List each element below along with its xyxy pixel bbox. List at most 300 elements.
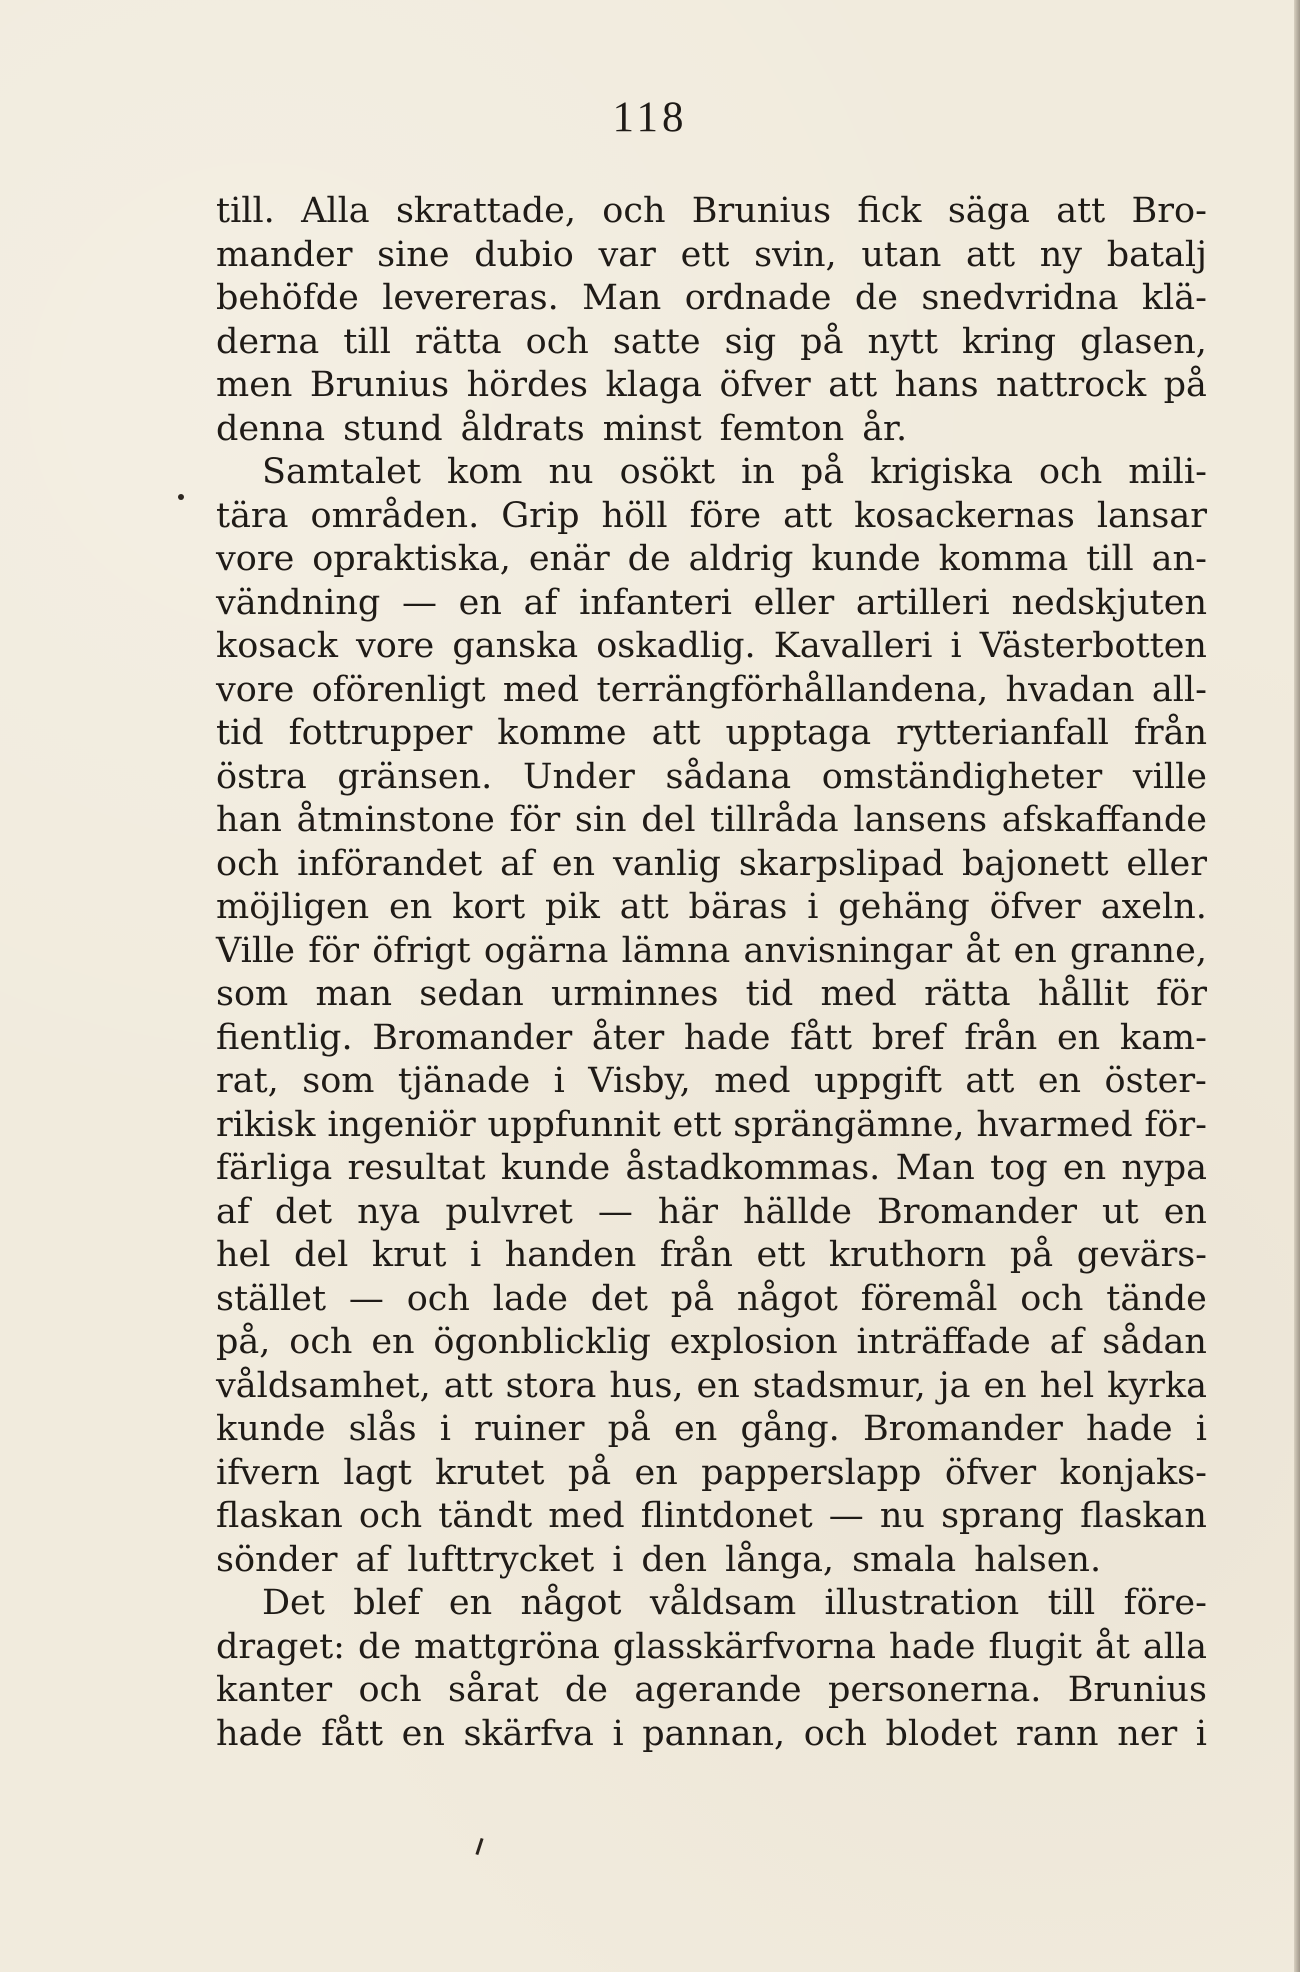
text-word: lämna: [621, 930, 731, 971]
text-word: öfver: [944, 1452, 1037, 1493]
text-word: var: [598, 234, 656, 275]
text-word: af: [1049, 1322, 1084, 1362]
text-word: personerna.: [827, 1670, 1042, 1710]
text-line: [216, 1582, 1207, 1626]
text-word: för-: [1144, 1104, 1207, 1145]
text-word: här: [657, 1191, 718, 1232]
text-word: från: [1133, 713, 1207, 753]
text-word: opraktiska,: [312, 539, 511, 579]
text-word: öfrigt: [372, 930, 471, 971]
text-line: [216, 1713, 1207, 1757]
text-word: en: [389, 887, 433, 927]
text-word: en: [983, 1365, 1027, 1406]
text-word: vanlig: [612, 843, 721, 884]
text-word: anvisningar: [743, 930, 953, 971]
text-word: af: [500, 843, 534, 884]
text-word: konjaks-: [1059, 1452, 1207, 1493]
text-word: men: [216, 365, 293, 405]
text-word: eller: [753, 582, 835, 623]
text-word: i: [807, 887, 819, 927]
text-word: en: [448, 1583, 493, 1623]
text-word: öfver: [989, 887, 1081, 927]
text-word: Västerbotten: [979, 626, 1207, 666]
text-word: ny: [1039, 234, 1083, 275]
text-word: till: [1047, 1583, 1096, 1623]
text-word: skarpslipad: [738, 843, 945, 884]
text-word: ruiner: [474, 1409, 585, 1449]
text-word: mili-: [1128, 452, 1207, 492]
text-word: explosion: [669, 1322, 838, 1362]
text-word: mander: [216, 234, 353, 275]
text-word: och: [216, 843, 280, 884]
text-word: ett: [756, 1235, 806, 1275]
text-word: gränsen.: [337, 756, 493, 797]
text-word: på: [800, 321, 844, 362]
text-word: fick: [857, 191, 922, 231]
text-word: höll: [601, 495, 668, 536]
text-word: krutet: [435, 1452, 545, 1493]
ink-speck: [178, 494, 184, 500]
text-word: en: [634, 1452, 678, 1493]
text-word: skrattade,: [395, 191, 576, 231]
text-word: att: [619, 887, 669, 927]
text-word: sprängämne,: [733, 1104, 965, 1145]
text-word: i: [950, 626, 962, 666]
text-word: kort: [452, 887, 526, 927]
text-word: och: [602, 191, 666, 231]
text-word: rann: [1015, 1713, 1099, 1754]
text-word: långa,: [725, 1539, 835, 1580]
text-word: omständigheter: [821, 756, 1103, 797]
text-word: en: [1013, 930, 1057, 971]
text-word: Det: [262, 1583, 325, 1623]
text-word: hel: [216, 1235, 271, 1275]
text-word: sådan: [1102, 1322, 1207, 1362]
text-line: [216, 1365, 1207, 1409]
text-word: lade: [492, 1278, 568, 1319]
text-word: de: [627, 539, 671, 579]
text-line: [216, 277, 1207, 321]
text-word: i: [612, 1539, 624, 1580]
text-word: åter: [591, 1017, 665, 1058]
text-word: blodet: [885, 1713, 998, 1754]
text-line: [216, 1278, 1207, 1322]
text-line: [216, 1147, 1207, 1191]
text-word: införandet: [297, 843, 483, 884]
text-word: nattrock: [996, 365, 1147, 405]
text-word: en: [401, 1713, 445, 1754]
text-line: [216, 930, 1207, 974]
text-word: i: [553, 1061, 565, 1101]
text-word: klä-: [1141, 278, 1207, 318]
text-word: terrängförhållandena,: [596, 669, 989, 710]
text-word: före-: [1123, 1583, 1207, 1623]
text-word: krut: [371, 1235, 447, 1275]
text-word: den: [641, 1539, 708, 1580]
text-line: [216, 1060, 1207, 1104]
text-word: kosack: [216, 626, 338, 666]
text-word: på: [1009, 1235, 1054, 1275]
text-word: Ville: [216, 930, 295, 971]
text-word: rytterianfall: [896, 713, 1109, 753]
text-word: sin: [574, 800, 627, 840]
text-word: år.: [862, 408, 908, 449]
text-word: slås: [348, 1409, 417, 1449]
text-word: före: [689, 495, 762, 536]
text-word: åstadkommas.: [625, 1148, 881, 1188]
text-word: vändning: [216, 582, 381, 623]
text-line: [216, 669, 1207, 713]
text-word: handen: [504, 1235, 637, 1275]
text-word: sine: [377, 234, 450, 275]
text-word: tid: [745, 974, 794, 1014]
text-word: kyrka: [1107, 1365, 1207, 1406]
text-word: sig: [724, 321, 777, 362]
text-word: vore: [355, 626, 435, 666]
text-word: från: [659, 1235, 733, 1275]
text-word: en: [1062, 1148, 1107, 1188]
text-word: hvarmed: [976, 1104, 1133, 1145]
text-word: Man: [895, 1148, 975, 1188]
text-word: en: [696, 1365, 740, 1406]
text-word: minst: [602, 408, 702, 449]
text-line: [216, 190, 1207, 234]
text-word: skärfva: [463, 1713, 594, 1754]
text-word: dubio: [474, 234, 574, 275]
text-word: och: [358, 1670, 422, 1710]
text-word: Brunius: [309, 365, 450, 405]
text-word: åldrats: [460, 408, 585, 449]
text-word: hade: [1086, 1409, 1173, 1449]
text-word: kosackernas: [854, 495, 1075, 536]
text-word: lufttrycket: [407, 1539, 595, 1580]
text-word: Alla: [301, 191, 370, 231]
text-word: komme: [497, 713, 627, 753]
text-word: in: [741, 452, 775, 492]
text-word: flintdonet: [640, 1496, 813, 1536]
text-word: han: [216, 800, 282, 840]
text-word: i: [469, 1235, 482, 1275]
text-word: fottrupper: [288, 713, 473, 753]
text-word: det: [274, 1191, 333, 1232]
text-word: att: [965, 1061, 1015, 1101]
text-word: uppgift: [813, 1061, 942, 1101]
text-word: kring: [961, 321, 1057, 362]
text-word: öster-: [1104, 1061, 1207, 1101]
text-word: i: [1195, 1409, 1207, 1449]
text-word: som: [302, 1061, 375, 1101]
text-word: enär: [528, 539, 610, 579]
text-line: [216, 1321, 1207, 1365]
text-word: blef: [353, 1583, 421, 1623]
text-word: resultat: [347, 1148, 486, 1188]
text-word: sönder: [216, 1539, 338, 1580]
text-line: [216, 1017, 1207, 1061]
text-word: ifvern: [216, 1452, 320, 1493]
text-word: att: [443, 1365, 493, 1406]
text-word: flugit: [988, 1626, 1082, 1667]
text-word: kam-: [1119, 1017, 1207, 1058]
text-line: [216, 495, 1207, 539]
text-word: öfver: [719, 365, 811, 405]
text-word: och: [803, 1713, 867, 1754]
text-word: artilleri: [855, 582, 990, 623]
text-line: [216, 1539, 1207, 1583]
text-word: upptaga: [725, 713, 872, 753]
text-word: osökt: [619, 452, 716, 492]
text-word: af: [523, 582, 558, 623]
text-word: snedvridna: [921, 278, 1119, 318]
text-word: att: [966, 234, 1016, 275]
text-word: något: [736, 1278, 838, 1319]
text-word: på: [670, 1278, 715, 1319]
text-word: till: [1086, 539, 1134, 579]
text-word: hade: [216, 1713, 303, 1754]
text-line: [216, 973, 1207, 1017]
text-word: urminnes: [551, 974, 719, 1014]
text-word: Brunius: [1067, 1670, 1207, 1710]
text-word: i: [612, 1713, 624, 1754]
text-word: sådana: [665, 756, 792, 797]
text-word: kunde: [811, 539, 921, 579]
text-word: och: [1039, 452, 1103, 492]
text-word: vore: [216, 669, 295, 710]
text-line: [216, 1191, 1207, 1235]
text-word: stadsmur,: [752, 1365, 926, 1406]
text-word: granne,: [1070, 930, 1207, 971]
text-word: af: [355, 1539, 390, 1580]
text-word: eller: [1126, 843, 1207, 884]
text-word: pulvret: [445, 1191, 573, 1232]
text-word: rat,: [216, 1061, 279, 1101]
text-word: ett: [672, 1104, 722, 1145]
text-word: för: [1156, 974, 1207, 1014]
text-word: och: [289, 1322, 353, 1362]
text-word: sprang: [941, 1496, 1065, 1536]
text-word: smala: [852, 1539, 957, 1580]
text-word: nu: [879, 1496, 925, 1536]
text-word: sårat: [448, 1670, 539, 1710]
text-word: våldsam: [649, 1583, 797, 1623]
page-edge-shadow: [1294, 0, 1300, 1972]
text-word: man: [315, 974, 393, 1014]
text-word: stund: [343, 408, 443, 449]
text-word: komma: [938, 539, 1069, 579]
text-word: en: [1037, 1061, 1082, 1101]
text-word: tände: [1106, 1278, 1207, 1319]
text-word: hördes: [466, 365, 589, 405]
text-word: alla: [1142, 1626, 1207, 1667]
text-word: möjligen: [216, 887, 370, 927]
text-word: fått: [790, 1017, 853, 1058]
text-word: ogärna: [483, 930, 609, 971]
text-word: Man: [582, 278, 662, 318]
text-word: gehäng: [838, 887, 970, 927]
text-word: afskaffande: [1001, 800, 1207, 840]
text-word: satte: [612, 321, 701, 362]
text-word: ingeniör: [327, 1104, 476, 1145]
text-word: tillråda: [710, 800, 839, 840]
text-word: föremål: [860, 1278, 998, 1319]
text-word: en: [458, 582, 502, 623]
body-text: [216, 190, 1207, 1756]
text-word: krigiska: [870, 452, 1013, 492]
text-word: åt: [965, 930, 1001, 971]
text-word: att: [651, 713, 701, 753]
text-word: kunde: [500, 1148, 611, 1188]
text-word: Grip: [501, 495, 580, 536]
ink-speck: [475, 1838, 483, 1855]
text-word: flaskan: [216, 1496, 343, 1536]
text-word: —: [597, 1191, 633, 1232]
text-line: [216, 843, 1207, 887]
text-word: all-: [1151, 669, 1207, 710]
text-word: agerande: [634, 1670, 802, 1710]
text-word: glasskärfvorna: [612, 1626, 876, 1667]
text-word: femton: [719, 408, 845, 449]
text-word: nu: [548, 452, 594, 492]
text-line: [216, 1452, 1207, 1496]
text-word: det: [590, 1278, 648, 1319]
text-word: ja: [938, 1365, 971, 1406]
text-word: hade: [683, 1017, 771, 1058]
text-word: ut: [1102, 1191, 1139, 1232]
text-line: [216, 321, 1207, 365]
text-word: gevärs-: [1076, 1235, 1207, 1275]
text-word: och: [1020, 1278, 1084, 1319]
text-word: nedskjuten: [1011, 582, 1207, 623]
text-word: lagt: [343, 1452, 412, 1493]
text-word: oförenligt: [311, 669, 486, 710]
page-number: 118: [612, 94, 688, 141]
text-word: oskadlig.: [596, 626, 756, 666]
text-word: och: [406, 1278, 470, 1319]
text-word: Bromander: [372, 1017, 573, 1058]
text-word: ville: [1132, 756, 1207, 797]
text-word: något: [520, 1583, 622, 1623]
text-word: fått: [321, 1713, 384, 1754]
text-word: nya: [357, 1191, 421, 1232]
text-word: hällde: [743, 1191, 852, 1232]
text-word: del: [294, 1235, 349, 1275]
text-word: till: [343, 321, 391, 362]
text-word: områden.: [310, 495, 480, 536]
text-word: axeln.: [1100, 887, 1207, 927]
text-word: hade: [888, 1626, 976, 1667]
text-word: levereras.: [382, 278, 559, 318]
text-word: svin,: [754, 234, 837, 275]
text-word: rätta: [414, 321, 502, 362]
text-word: tära: [216, 495, 289, 536]
text-word: gång.: [740, 1409, 840, 1449]
text-word: af: [216, 1191, 250, 1232]
text-word: att: [828, 365, 878, 405]
text-word: lansar: [1096, 495, 1207, 536]
text-word: som: [216, 974, 289, 1014]
text-word: stora: [505, 1365, 597, 1406]
text-word: rikisk: [216, 1104, 316, 1145]
text-word: hvadan: [1005, 669, 1135, 710]
text-word: behöfde: [216, 278, 359, 318]
text-word: ögonblicklig: [433, 1322, 651, 1362]
text-line: [216, 1234, 1207, 1278]
text-word: Bromander: [877, 1191, 1077, 1232]
text-word: inträffade: [856, 1322, 1031, 1362]
text-word: uppfunnit: [487, 1104, 661, 1145]
text-word: på,: [216, 1322, 271, 1362]
text-line: [216, 1669, 1207, 1713]
text-word: med: [548, 1496, 625, 1536]
text-word: kanter: [216, 1670, 333, 1710]
text-word: med: [820, 974, 897, 1014]
text-line: [216, 538, 1207, 582]
text-word: Kavalleri: [773, 626, 933, 666]
text-word: aldrig: [688, 539, 794, 579]
text-word: kunde: [216, 1409, 326, 1449]
text-word: Under: [522, 756, 635, 797]
text-word: åt: [1094, 1626, 1130, 1667]
text-word: säga: [947, 191, 1030, 231]
text-line: [216, 364, 1207, 408]
text-word: för: [509, 800, 561, 840]
text-word: och: [358, 1496, 423, 1536]
text-word: glasen,: [1080, 321, 1207, 362]
text-word: Bromander: [862, 1409, 1063, 1449]
text-word: denna: [216, 408, 326, 449]
text-word: del: [641, 800, 696, 840]
text-line: [216, 712, 1207, 756]
text-word: papperslapp: [701, 1452, 922, 1493]
text-line: [216, 799, 1207, 843]
text-word: östra: [216, 756, 307, 797]
text-word: ner: [1117, 1713, 1178, 1754]
text-word: bäras: [688, 887, 788, 927]
text-word: utan: [861, 234, 942, 275]
text-word: våldsamhet,: [216, 1365, 431, 1406]
text-word: på: [800, 452, 845, 492]
text-word: tid: [216, 713, 264, 753]
text-word: infanteri: [579, 582, 732, 623]
text-word: Samtalet: [262, 452, 421, 492]
text-word: åtminstone: [296, 800, 495, 840]
text-word: batalj: [1106, 234, 1207, 275]
text-word: de: [564, 1670, 609, 1710]
text-word: Bro-: [1131, 191, 1207, 231]
text-word: en: [674, 1409, 718, 1449]
text-word: i: [1195, 1713, 1207, 1754]
text-word: an-: [1151, 539, 1207, 579]
text-line: [216, 886, 1207, 930]
text-word: rätta: [924, 974, 1011, 1014]
text-word: en: [1056, 1017, 1101, 1058]
text-line: [216, 408, 1207, 452]
text-word: halsen.: [974, 1539, 1102, 1580]
text-line: [216, 234, 1207, 278]
text-word: —: [348, 1278, 384, 1319]
text-word: i: [439, 1409, 451, 1449]
text-word: från: [964, 1017, 1038, 1058]
text-line: [216, 756, 1207, 800]
text-word: illustration: [824, 1583, 1020, 1623]
text-word: hållit: [1037, 974, 1129, 1014]
text-word: Visby,: [588, 1061, 691, 1101]
text-word: bajonett: [961, 843, 1109, 884]
text-word: tjänade: [397, 1061, 531, 1101]
text-word: nytt: [867, 321, 938, 362]
text-word: tog: [990, 1148, 1048, 1188]
text-word: draget:: [216, 1626, 345, 1667]
text-line: [216, 1408, 1207, 1452]
